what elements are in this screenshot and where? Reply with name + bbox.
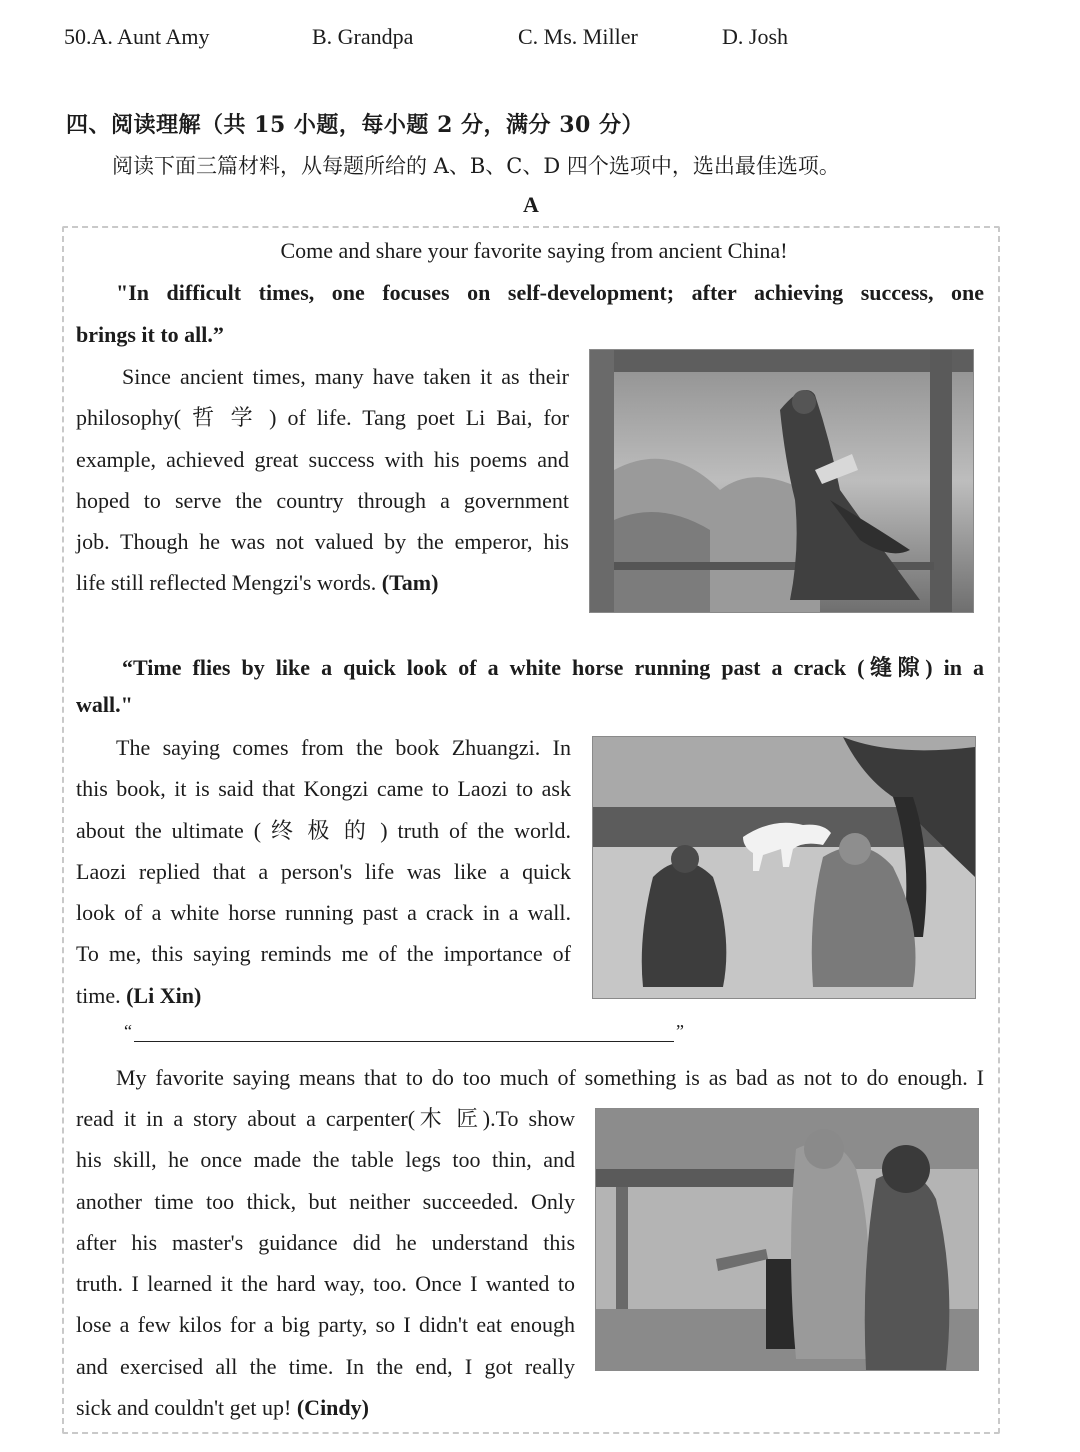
author-li-xin: (Li Xin) (126, 982, 202, 1008)
option-b: B. Grandpa (312, 24, 414, 49)
text-line (76, 1387, 575, 1428)
text-line: Since ancient times, many have taken it as their (122, 364, 569, 389)
text-line: his skill, he once made the table legs too thin, and (76, 1147, 575, 1173)
saying-3-first-line: My favorite saying means that to do too much of something is as bad as not to do enough. I (116, 1065, 984, 1090)
li-bai-illustration (589, 349, 974, 613)
text-line (76, 975, 571, 1016)
passage-letter: A (523, 192, 539, 217)
passage-intro: Come and share your favorite saying from ancient China! (280, 238, 788, 263)
option-a: 50.A. Aunt Amy (64, 24, 210, 49)
text-line: philosophy( 哲 学 ) of life. Tang poet Li Bai, for (76, 405, 569, 431)
li-bai-illustration-svg (590, 350, 973, 612)
carpenter-illustration-svg (596, 1109, 978, 1370)
section-instruction: 阅读下面三篇材料，从每题所给的 A、B、C、D 四个选项中，选出最佳选项。 (112, 154, 840, 178)
author-cindy: (Cindy) (296, 1395, 369, 1421)
saying-2-body (76, 727, 571, 1016)
text-line: and exercised all the time. In the end, I got really (76, 1353, 575, 1379)
kongzi-laozi-illustration-svg (593, 737, 975, 998)
text-line: another time too thick, but neither succeeded. Only (76, 1188, 575, 1214)
text-span: life still reflected Mengzi's words. (76, 570, 377, 596)
author-tam: (Tam) (381, 570, 439, 596)
text-line: look of a white horse running past a crack in a wall. (76, 900, 571, 926)
text-line: example, achieved great success with his poems and (76, 446, 569, 472)
text-line: about the ultimate ( 终 极 的 ) truth of the world. (76, 817, 571, 843)
saying-1-quote-line-1: "In difficult times, one focuses on self-development; after achieving success, one (116, 280, 984, 305)
section-heading: 四、阅读理解（共 15 小题，每小题 2 分，满分 30 分） (66, 112, 644, 138)
text-line (76, 562, 569, 603)
saying-1-quote-line-2: brings it to all.” (76, 322, 224, 347)
text-line: read it in a story about a carpenter(木 匠).To show (76, 1106, 575, 1131)
text-span: time. (76, 982, 121, 1008)
text-line: this book, it is said that Kongzi came to Laozi to ask (76, 776, 571, 802)
text-span: sick and couldn't get up! (76, 1395, 292, 1421)
saying-2-quote-line-2: wall." (76, 692, 133, 717)
text-line: hoped to serve the country through a government (76, 487, 569, 513)
text-line: after his master's guidance did he understand this (76, 1229, 575, 1255)
text-line: Laozi replied that a person's life was like a quick (76, 858, 571, 884)
blank-line (134, 1021, 674, 1042)
open-quote: “ (124, 1021, 132, 1041)
text-line: To me, this saying reminds me of the importance of (76, 941, 571, 967)
text-line: lose a few kilos for a big party, so I didn't eat enough (76, 1312, 575, 1338)
text-line: The saying comes from the book Zhuangzi. In (116, 735, 571, 760)
saying-1-body (76, 356, 569, 604)
carpenter-illustration (595, 1108, 979, 1371)
close-quote: ” (676, 1021, 684, 1041)
text-line: truth. I learned it the hard way, too. Once I wanted to (76, 1271, 575, 1297)
option-c: C. Ms. Miller (518, 24, 638, 49)
saying-2-quote-line-1: “Time flies by like a quick look of a white horse running past a crack (缝隙) in a (122, 655, 984, 680)
text-line: job. Though he was not valued by the emperor, his (76, 529, 569, 555)
kongzi-laozi-illustration (592, 736, 976, 999)
saying-3-blank (124, 1021, 684, 1042)
option-d: D. Josh (722, 24, 789, 49)
saying-3-body (76, 1098, 575, 1428)
